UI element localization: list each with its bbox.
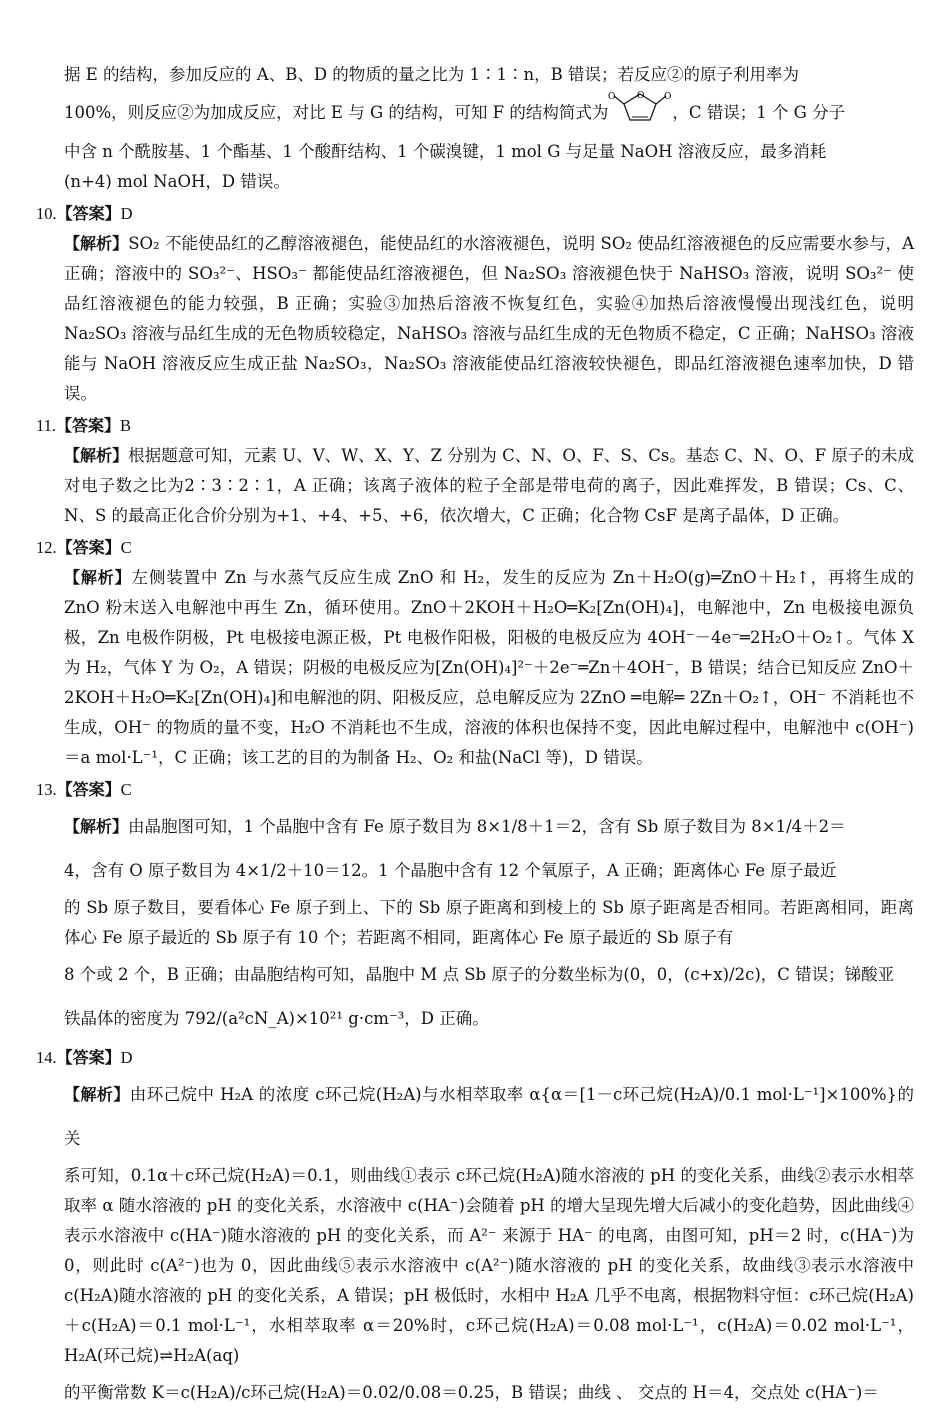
q9-line2 xyxy=(64,90,914,137)
q10-answer-label: 【答案】 xyxy=(56,204,121,223)
q13-answer-label: 【答案】 xyxy=(56,780,121,799)
q11-answer: B xyxy=(120,416,132,435)
q12-analysis-text: 左侧装置中 Zn 与水蒸气反应生成 ZnO 和 H₂，发生的反应为 Zn＋H₂O(g)═ZnO＋H₂↑，再将生成的 ZnO 粉末送入电解池中再生 Zn，循环使用。ZnO＋2KOH＋H₂O═K₂[Zn(OH)₄]，电解池中，Zn 电极接电源负极，Zn 电极作阴极，Pt 电极接电源正极，Pt 电极作阳极，阳极的电极反应为 4OH⁻－4e⁻═2H₂O＋O₂↑。气体 X 为 H₂，气体 Y 为 O₂，A 错误；阴极的电极反应为[Zn(OH)₄]²⁻＋2e⁻═Zn＋4OH⁻，B 错误；结合已知反应 ZnO＋2KOH＋H₂O═K₂[Zn(OH)₄]和电解池的阴、阳极反应，总电解反应为 2ZnO ═电解═ 2Zn＋O₂↑，OH⁻ 不消耗也不生成，OH⁻ 的物质的量不变，H₂O 不消耗也不生成，溶液的体积也保持不变，因此电解过程中，电解池中 c(OH⁻)＝a mol·L⁻¹，C 正确；该工艺的目的为制备 H₂、O₂ 和盐(NaCl 等)，D 错误。 xyxy=(64,568,914,767)
q9-line3: 中含 n 个酰胺基、1 个酯基、1 个酸酐结构、1 个碳溴键，1 mol G 与足量 NaOH 溶液反应，最多消耗 xyxy=(64,142,827,161)
q14-number: 14. xyxy=(36,1048,57,1067)
q13-analysis-p3: 的 Sb 原子数目，要看体心 Fe 原子到上、下的 Sb 原子距离和到棱上的 Sb 原子距离是否相同。若距离相同，距离体心 Fe 原子最近的 Sb 原子有 10 个；若距离不相同，距离体心 Fe 原子最近的 Sb 原子有 xyxy=(64,898,914,947)
q10-analysis-label: 【解析】 xyxy=(64,234,129,253)
q9-line1: 据 E 的结构，参加反应的 A、B、D 的物质的量之比为 1∶1∶n，B 错误；若反应②的原子利用率为 xyxy=(64,65,800,84)
q13-analysis-text-1: 由晶胞图可知，1 个晶胞中含有 Fe 原子数目为 8×1/8＋1＝2，含有 Sb 原子数目为 8×1/4＋2＝ xyxy=(128,817,846,836)
q12-answer: C xyxy=(120,538,132,557)
q14-analysis-text-1: 由环己烷中 H₂A 的浓度 c环己烷(H₂A)与水相萃取率 α{α＝[1－c环己烷(H₂A)/0.1 mol·L⁻¹]×100%}的关 xyxy=(64,1085,914,1148)
q11-analysis-label: 【解析】 xyxy=(64,446,129,465)
q9-line2-text-b: ，C 错误；1 个 G 分子 xyxy=(672,103,846,122)
q14-analysis-p1 xyxy=(64,1073,914,1161)
q11-answer-label: 【答案】 xyxy=(56,416,121,435)
q11-analysis-text: 根据题意可知，元素 U、V、W、X、Y、Z 分别为 C、N、O、F、S、Cs。基态 C、N、O、F 原子的未成对电子数之比为2∶3∶2∶1，A 正确；该离子液体的粒子全部是带电荷的离子，因此难挥发，B 错误；Cs、C、N、S 的最高正化合价分别为+1、+4、+5、+6，依次增大，C 正确；化合物 CsF 是离子晶体，D 正确。 xyxy=(64,446,914,525)
q10-analysis-text: SO₂ 不能使品红的乙醇溶液褪色，能使品红的水溶液褪色，说明 SO₂ 使品红溶液褪色的反应需要水参与，A 正确；溶液中的 SO₃²⁻、HSO₃⁻ 都能使品红溶液褪色，但 Na₂SO₃ 溶液褪色快于 NaHSO₃ 溶液，说明 SO₃²⁻ 使品红溶液褪色的能力较强，B 正确；实验③加热后溶液不恢复红色，实验④加热后溶液慢慢出现浅红色，说明 Na₂SO₃ 溶液与品红生成的无色物质较稳定，NaHSO₃ 溶液与品红生成的无色物质不稳定，C 正确；NaHSO₃ 溶液能与 NaOH 溶液反应生成正盐 Na₂SO₃，Na₂SO₃ 溶液能使品红溶液较快褪色，即品红溶液褪色速率加快，D 错误。 xyxy=(64,234,915,403)
q11-number: 11. xyxy=(36,416,57,435)
q9-line2-text-a: 100%，则反应②为加成反应，对比 E 与 G 的结构，可知 F 的结构简式为 xyxy=(64,103,609,122)
svg-text:O: O xyxy=(664,92,672,102)
q13-analysis-p1 xyxy=(64,805,914,849)
q13-analysis-p4: 8 个或 2 个，B 正确；由晶胞结构可知，晶胞中 M 点 Sb 原子的分数坐标为(0，0，(c+x)/2c)，C 错误；锑酸亚 xyxy=(64,965,895,984)
q13-analysis-p2: 4，含有 O 原子数目为 4×1/2＋10＝12。1 个晶胞中含有 12 个氧原子，A 正确；距离体心 Fe 原子最近 xyxy=(64,861,837,880)
q12-analysis xyxy=(64,563,914,773)
q13-number: 13. xyxy=(36,780,57,799)
q10-number: 10. xyxy=(36,204,57,223)
q13-analysis-p5: 铁晶体的密度为 792/(a²cN_A)×10²¹ g·cm⁻³，D 正确。 xyxy=(64,1009,489,1028)
q10-answer-line xyxy=(36,199,914,229)
q10-analysis xyxy=(64,229,914,409)
q11-analysis xyxy=(64,441,914,531)
q11-answer-line xyxy=(36,411,914,441)
q13-analysis-label: 【解析】 xyxy=(64,817,129,836)
q10-answer: D xyxy=(120,204,133,223)
q12-number: 12. xyxy=(36,538,57,557)
q14-answer-line xyxy=(36,1043,914,1073)
document-page xyxy=(36,60,915,1415)
q14-analysis-label: 【解析】 xyxy=(64,1085,130,1104)
maleic-anhydride-structure-icon xyxy=(608,90,672,137)
q12-answer-line xyxy=(36,533,914,563)
q14-answer: D xyxy=(120,1048,133,1067)
q14-analysis-p2: 系可知，0.1α＋c环己烷(H₂A)＝0.1，则曲线①表示 c环己烷(H₂A)随水溶液的 pH 的变化关系，曲线②表示水相萃取率 α 随水溶液的 pH 的变化关系，水溶液中 c(HA⁻)会随着 pH 的增大呈现先增大后减小的变化趋势，因此曲线④表示水溶液中 c(HA⁻)随水溶液的 pH 的变化关系，而 A²⁻ 来源于 HA⁻ 的电离，由图可知，pH＝2 时，c(HA⁻)为 0，则此时 c(A²⁻)也为 0，因此曲线⑤表示水溶液中 c(A²⁻)随水溶液的 pH 的变化关系，故曲线③表示水溶液中 c(H₂A)随水溶液的 pH 的变化关系，A 错误；pH 极低时，水相中 H₂A 几乎不电离，根据物料守恒：c环己烷(H₂A)＋c(H₂A)＝0.1 mol·L⁻¹，水相萃取率 α＝20%时，c环己烷(H₂A)＝0.08 mol·L⁻¹，c(H₂A)＝0.02 mol·L⁻¹，H₂A(环己烷)⇌H₂A(aq) xyxy=(64,1166,914,1365)
svg-text:O: O xyxy=(637,91,645,101)
q9-line4: (n+4) mol NaOH，D 错误。 xyxy=(64,172,290,191)
svg-text:O: O xyxy=(608,92,616,102)
q13-answer-line xyxy=(36,775,914,805)
q12-analysis-label: 【解析】 xyxy=(64,568,132,587)
q14-answer-label: 【答案】 xyxy=(56,1048,121,1067)
q12-answer-label: 【答案】 xyxy=(56,538,121,557)
q13-answer: C xyxy=(120,780,132,799)
q14-analysis-p3: 的平衡常数 K＝c(H₂A)/c环己烷(H₂A)＝0.02/0.08＝0.25，B 错误；曲线 、 交点的 H＝4，交点处 c(HA⁻)＝ xyxy=(64,1383,879,1402)
